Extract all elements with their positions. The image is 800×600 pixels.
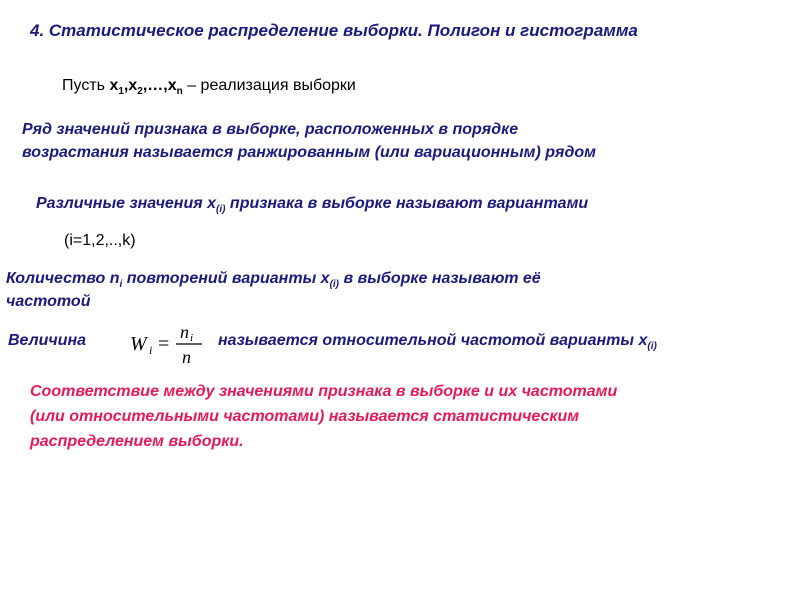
frequency-def-sub-i: i <box>119 279 123 290</box>
sample-xn-sub: n <box>176 86 183 97</box>
frequency-def-word: Количество n <box>6 270 120 287</box>
ranked-def-line1: Ряд значений признака в выборке, расположенных в порядке <box>22 121 519 138</box>
relative-def-text-main: называется относительной частотой варианты x <box>218 332 648 349</box>
frequency-def-rest: в выборке называют её <box>339 270 541 287</box>
sample-suffix: – реализация выборки <box>182 77 356 94</box>
sample-xn: x <box>167 77 177 94</box>
sample-x1-sub: 1 <box>118 86 124 97</box>
variants-def-sub: (i) <box>216 204 226 215</box>
variants-def-text: Различные значения x <box>36 195 217 212</box>
frequency-def-sub: (i) <box>329 279 340 290</box>
variants-def-rest: признака в выборке называют вариантами <box>225 195 589 212</box>
distribution-def-line2: (или относительными частотами) называется статистическим <box>30 408 580 425</box>
distribution-def-line1: Соответствие между значениями признака в выборке и их частотами <box>30 383 618 400</box>
sample-x1: x <box>109 77 119 94</box>
frequency-def-mid: повторений варианты x <box>122 270 330 287</box>
ranked-def-line2: возрастания называется ранжированным (или вариационным) рядом <box>22 144 596 161</box>
variants-def <box>36 196 588 215</box>
sample-prefix: Пусть <box>62 77 110 94</box>
formula-numerator-sub: i <box>190 332 194 344</box>
distribution-def-line3: распределением выборки. <box>30 433 244 450</box>
relative-def-word: Величина <box>8 332 87 349</box>
formula-numerator: n <box>180 322 189 342</box>
formula-lhs: W <box>130 333 147 355</box>
frequency-def-line2: частотой <box>6 293 91 310</box>
variants-range: (i=1,2,..,k) <box>64 232 136 249</box>
sample-x2: x <box>128 77 138 94</box>
formula-lhs-sub: i <box>149 343 153 357</box>
relative-def-text <box>218 333 657 352</box>
sample-x2-sub: 2 <box>137 86 143 97</box>
formula-equals: = <box>158 333 170 355</box>
sample-realization-line: Пусть $x_1,x_2,\dots,x_n$ – реализация выборки <box>62 77 356 97</box>
sample-dots: … <box>147 77 164 94</box>
slide-title: 4. Статистическое распределение выборки. Полигон и гистограмма <box>30 21 638 40</box>
relative-def-sub: (i) <box>647 341 657 352</box>
formula-denominator: n <box>182 347 191 367</box>
frequency-def-line1 <box>6 271 541 290</box>
relative-frequency-formula <box>128 320 212 368</box>
